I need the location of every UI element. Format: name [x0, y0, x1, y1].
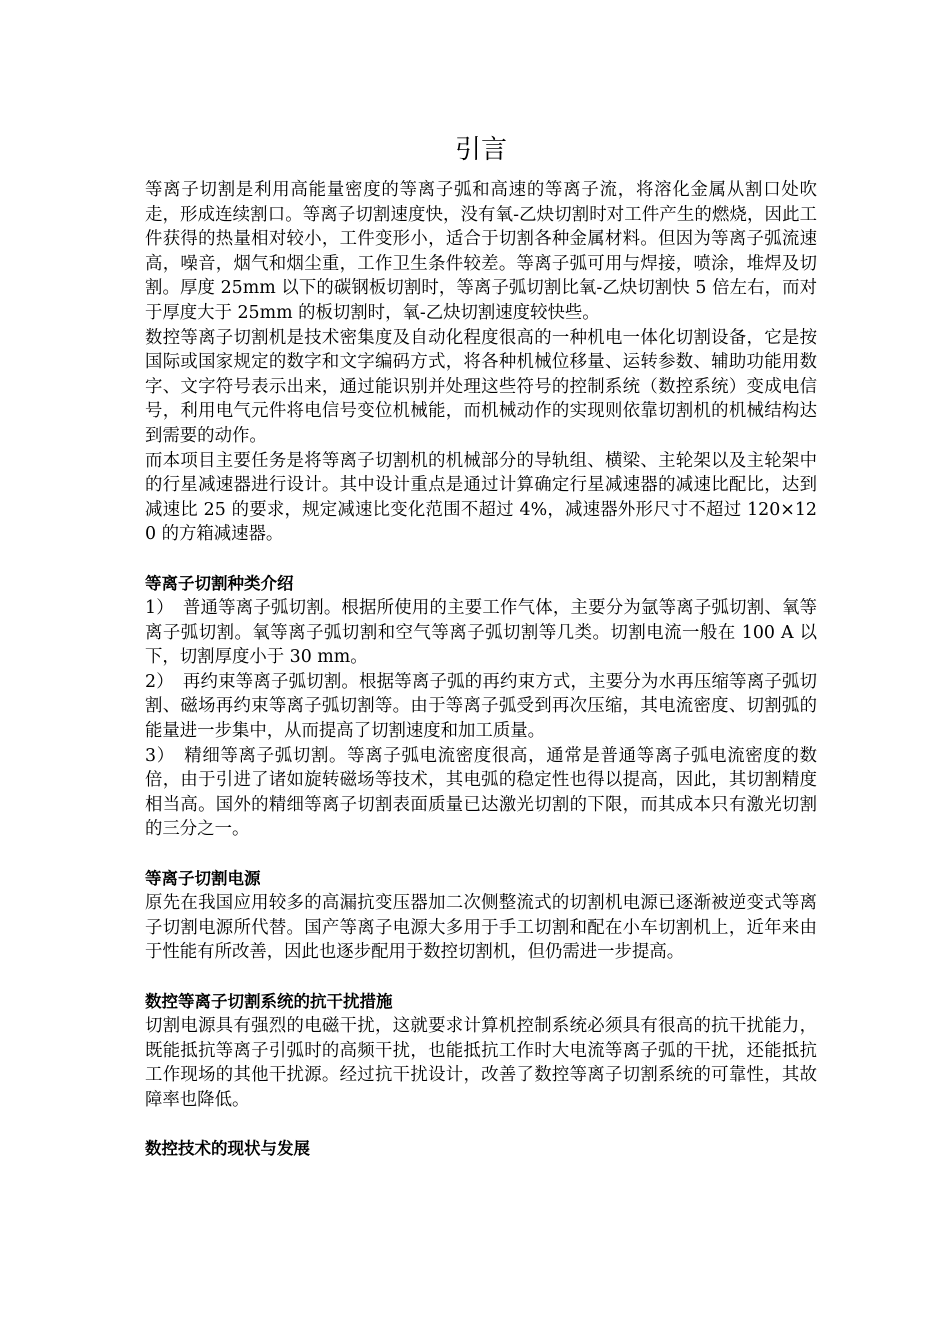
paragraph-gap [145, 965, 817, 990]
section-heading-cnc-status: 数控技术的现状与发展 [145, 1139, 310, 1159]
paragraph-gap [145, 842, 817, 867]
document-page [145, 130, 817, 1162]
section-paragraph: 原先在我国应用较多的高漏抗变压器加二次侧整流式的切割机电源已逐渐被逆变式等离子切割电源所代替。国产等离子电源大多用于手工切割和配在小车切割机上，近年来由于性能有所改善，因此也逐步配用于数控切割机，但仍需进一步提高。 [145, 893, 817, 963]
intro-paragraph: 而本项目主要任务是将等离子切割机的机械部分的导轨组、横梁、主轮架以及主轮架中的行星减速器进行设计。其中设计重点是通过计算确定行星减速器的减速比配比，达到减速比 25 的要求，规定减速比变化范围不超过 4%，减速器外形尺寸不超过 120×120 的方箱减速器。 [145, 450, 817, 545]
intro-paragraph: 等离子切割是利用高能量密度的等离子弧和高速的等离子流，将溶化金属从割口处吹走，形成连续割口。等离子切割速度快，没有氧-乙炔切割时对工件产生的燃烧，因此工件获得的热量相对较小，工件变形小，适合于切割各种金属材料。但因为等离子弧流速高，噪音，烟气和烟尘重，工作卫生条件较差。等离子弧可用与焊接，喷涂，堆焊及切割。厚度 25mm 以下的碳钢板切割时，等离子弧切割比氧-乙炔切割快 5 倍左右，而对于厚度大于 25mm 的板切割时，氧-乙炔切割速度较快些。 [145, 180, 817, 323]
section-heading-plasma-types: 等离子切割种类介绍 [145, 573, 294, 593]
page-title: 引言 [454, 135, 507, 165]
paragraph-gap [145, 1113, 817, 1138]
list-item: 1） 普通等离子弧切割。根据所使用的主要工作气体，主要分为氩等离子弧切割、氧等离子弧切割。氧等离子弧切割和空气等离子弧切割等几类。切割电流一般在 100 A 以下，切割厚度小于 30 mm。 [145, 598, 817, 668]
section-heading-anti-interference: 数控等离子切割系统的抗干扰措施 [145, 991, 393, 1011]
section-heading-power-supply: 等离子切割电源 [145, 868, 261, 888]
intro-paragraph: 数控等离子切割机是技术密集度及自动化程度很高的一种机电一体化切割设备，它是按国际或国家规定的数字和文字编码方式，将各种机械位移量、运转参数、辅助功能用数字、文字符号表示出来，通过能识别并处理这些符号的控制系统（数控系统）变成电信号，利用电气元件将电信号变位机械能，而机械动作的实现则依靠切割机的机械结构达到需要的动作。 [145, 327, 817, 446]
list-item: 2） 再约束等离子弧切割。根据等离子弧的再约束方式，主要分为水再压缩等离子弧切割、磁场再约束等离子弧切割等。由于等离子弧受到再次压缩，其电流密度、切割弧的能量进一步集中，从而提高了切割速度和加工质量。 [145, 671, 817, 742]
list-item: 3） 精细等离子弧切割。等离子弧电流密度很高，通常是普通等离子弧电流密度的数倍，由于引进了诸如旋转磁场等技术，其电弧的稳定性也得以提高，因此，其切割精度相当高。国外的精细等离子切割表面质量已达激光切割的下限，而其成本只有激光切割的三分之一。 [145, 745, 817, 840]
paragraph-gap [145, 547, 817, 572]
section-paragraph: 切割电源具有强烈的电磁干扰，这就要求计算机控制系统必须具有很高的抗干扰能力，既能抵抗等离子引弧时的高频干扰，也能抵抗工作时大电流等离子弧的干扰，还能抵抗工作现场的其他干扰源。经过抗干扰设计，改善了数控等离子切割系统的可靠性，其故障率也降低。 [145, 1016, 817, 1110]
